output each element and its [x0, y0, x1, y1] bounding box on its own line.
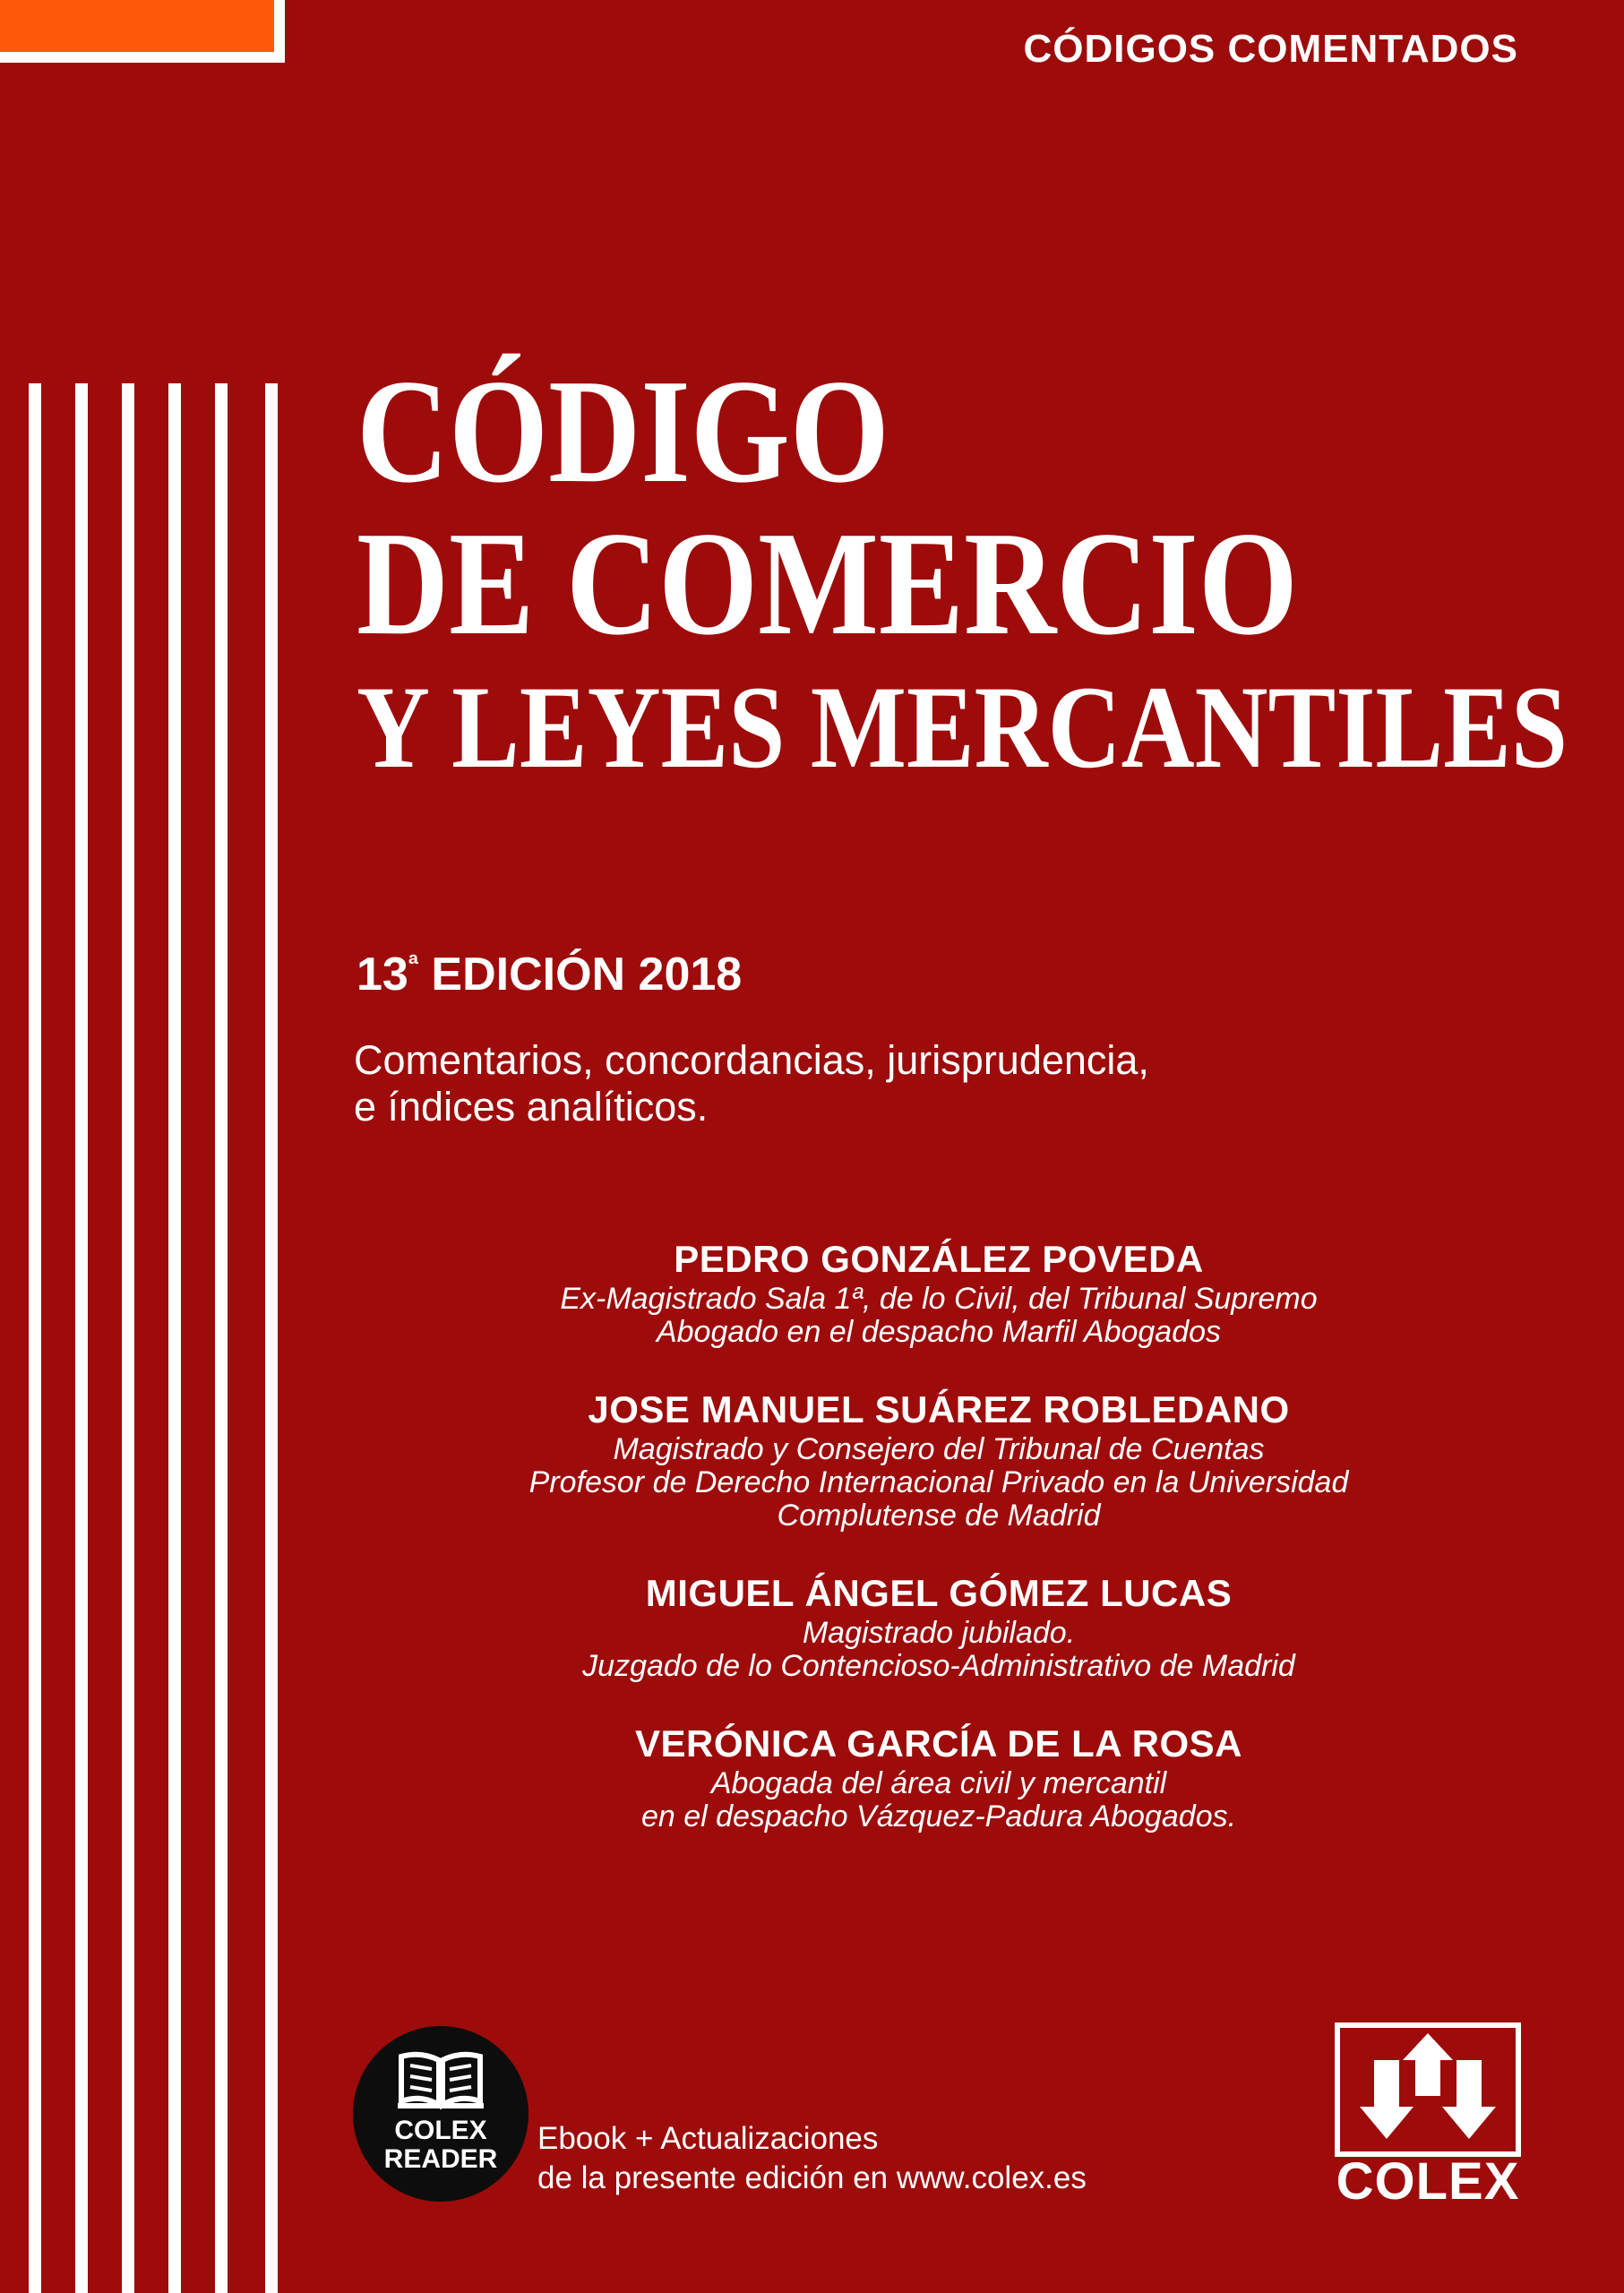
ebook-note: [537, 2119, 1087, 2198]
colex-arrows-logo: [1340, 2028, 1516, 2151]
author: [357, 1236, 1521, 1349]
title-line-2: DE COMERCIO: [357, 501, 1298, 666]
ebook-line-1: Ebook + Actualizaciones: [537, 2121, 879, 2156]
author-role: Complutense de Madrid: [777, 1499, 1101, 1533]
author-role: en el despacho Vázquez-Padura Abogados.: [640, 1799, 1237, 1834]
ebook-line-2: de la presente edición en www.colex.es: [537, 2160, 1087, 2195]
title-line-1: CÓDIGO: [357, 348, 889, 513]
author: [357, 1570, 1521, 1683]
author: [357, 1721, 1521, 1834]
author-name: MIGUEL ÁNGEL GÓMEZ LUCAS: [645, 1572, 1233, 1614]
authors-list: [357, 1236, 1521, 1871]
author-name: VERÓNICA GARCÍA DE LA ROSA: [634, 1722, 1243, 1765]
reader-label-2: READER: [383, 2144, 498, 2174]
description-line-1: Comentarios, concordancias, jurisprudencia,: [354, 1037, 1149, 1083]
description: [354, 1037, 1429, 1130]
author-role: Abogada del área civil y mercantil: [710, 1766, 1167, 1800]
publisher-name: COLEX: [1336, 2152, 1520, 2211]
author-name: JOSE MANUEL SUÁREZ ROBLEDANO: [588, 1388, 1290, 1430]
reader-label-1: COLEX: [394, 2116, 487, 2145]
author-role: Abogado en el despacho Marfil Abogados: [656, 1315, 1222, 1349]
open-book-icon: [396, 2049, 485, 2112]
title-line-3: Y LEYES MERCANTILES: [357, 661, 1568, 793]
author-role: Ex-Magistrado Sala 1ª, de lo Civil, del Tribunal Supremo: [560, 1282, 1318, 1316]
author-name: PEDRO GONZÁLEZ POVEDA: [674, 1238, 1204, 1280]
edition-label: $13^ª$ EDICIÓN 2018: [357, 949, 743, 1001]
author-role: Juzgado de lo Contencioso-Administrativo de Madrid: [582, 1649, 1295, 1683]
author-role: Magistrado y Consejero del Tribunal de Cuentas: [613, 1432, 1265, 1466]
corner-accent-bar: [0, 0, 285, 63]
description-line-2: e índices analíticos.: [354, 1084, 709, 1129]
author: [357, 1387, 1521, 1533]
series-label: CÓDIGOS COMENTADOS: [1023, 27, 1518, 71]
colex-reader-badge: [353, 2026, 528, 2202]
author-role: Profesor de Derecho Internacional Privado en la Universidad: [528, 1465, 1349, 1499]
book-title: [357, 348, 1568, 793]
colex-logo: [1335, 2022, 1521, 2157]
vertical-stripes: [29, 383, 288, 2293]
author-role: Magistrado jubilado.: [802, 1616, 1076, 1650]
